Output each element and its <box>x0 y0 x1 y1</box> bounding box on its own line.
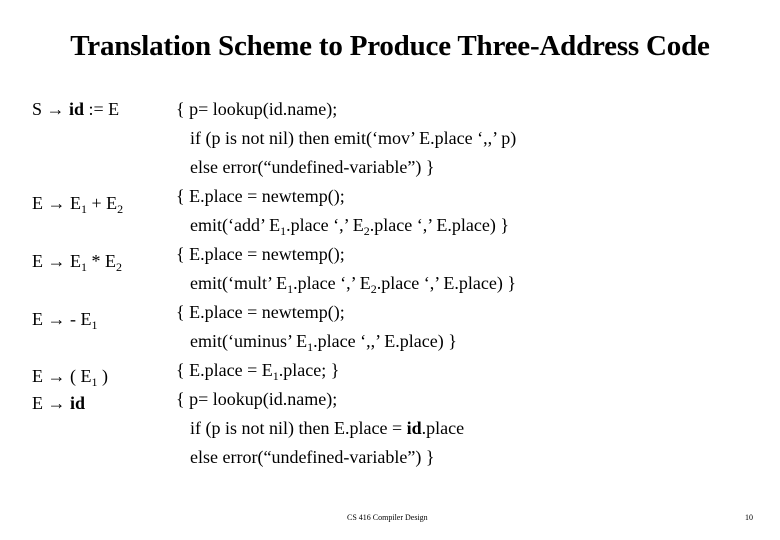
subscript: 2 <box>370 282 377 296</box>
action-text: emit(‘mult’ E <box>190 273 288 293</box>
action-1-line-2: if (p is not nil) then emit(‘mov’ E.place ‘,,’ p) <box>190 128 517 148</box>
subscript: 1 <box>287 282 294 296</box>
action-text: .place ‘,,’ E.place) } <box>313 331 457 351</box>
action-1-line-1: { p= lookup(id.name); <box>176 99 338 119</box>
id-token: id <box>406 418 422 438</box>
arrow-symbol: → <box>46 99 65 119</box>
production-6 <box>32 393 85 413</box>
production-rhs: - E <box>65 309 92 329</box>
production-2 <box>32 193 124 216</box>
arrow-symbol: → <box>47 309 66 329</box>
page-number: 10 <box>745 513 753 522</box>
production-rhs: * E <box>87 251 116 271</box>
action-text: .place ‘,’ E <box>293 273 371 293</box>
action-text: { E.place = E <box>176 360 273 380</box>
production-5 <box>32 366 108 389</box>
action-5-line-1 <box>176 360 340 383</box>
action-text: .place; } <box>278 360 340 380</box>
subscript: 1 <box>272 369 279 383</box>
action-2-line-1: { E.place = newtemp(); <box>176 186 345 206</box>
action-text: emit(‘uminus’ E <box>190 331 308 351</box>
action-text: emit(‘add’ E <box>190 215 281 235</box>
arrow-symbol: → <box>47 251 66 271</box>
production-lhs: S <box>32 99 43 119</box>
action-6-line-1: { p= lookup(id.name); <box>176 389 338 409</box>
subscript: 1 <box>91 375 98 389</box>
action-6-line-2 <box>190 418 464 438</box>
subscript: 1 <box>81 202 87 216</box>
production-lhs: E <box>32 393 43 413</box>
production-rhs: := E <box>84 99 120 119</box>
action-text: .place ‘,’ E <box>286 215 364 235</box>
arrow-symbol: → <box>47 193 66 213</box>
subscript: 1 <box>81 260 87 274</box>
action-text: .place <box>421 418 465 438</box>
action-text: if (p is not nil) then E.place = <box>190 418 407 438</box>
production-4 <box>32 309 98 332</box>
production-rhs: + E <box>87 193 118 213</box>
action-4-line-2 <box>190 331 457 354</box>
production-lhs: E <box>32 366 43 386</box>
subscript: 2 <box>363 224 370 238</box>
subscript: 2 <box>116 260 122 274</box>
production-lhs: E <box>32 193 43 213</box>
action-3-line-2 <box>190 273 516 296</box>
action-4-line-1: { E.place = newtemp(); <box>176 302 345 322</box>
action-text: .place ‘,’ E.place) } <box>369 215 509 235</box>
footer-course: CS 416 Compiler Design <box>347 513 428 522</box>
subscript: 1 <box>280 224 287 238</box>
action-3-line-1: { E.place = newtemp(); <box>176 244 345 264</box>
action-6-line-3: else error(“undefined-variable”) } <box>190 447 435 467</box>
action-1-line-3: else error(“undefined-variable”) } <box>190 157 435 177</box>
action-text: .place ‘,’ E.place) } <box>376 273 516 293</box>
id-token: id <box>69 99 85 119</box>
subscript: 2 <box>117 202 124 216</box>
production-rhs: ( E <box>65 366 92 386</box>
production-rhs: E <box>70 251 81 271</box>
arrow-symbol: → <box>47 366 66 386</box>
arrow-symbol: → <box>47 393 66 413</box>
subscript: 1 <box>307 340 314 354</box>
production-1 <box>32 99 119 119</box>
production-rhs: ) <box>97 366 108 386</box>
production-lhs: E <box>32 309 43 329</box>
production-rhs: E <box>70 193 81 213</box>
id-token: id <box>70 393 86 413</box>
production-3 <box>32 251 122 274</box>
slide-title: Translation Scheme to Produce Three-Address Code <box>70 30 710 62</box>
subscript: 1 <box>91 318 98 332</box>
action-2-line-2 <box>190 215 509 238</box>
production-lhs: E <box>32 251 43 271</box>
